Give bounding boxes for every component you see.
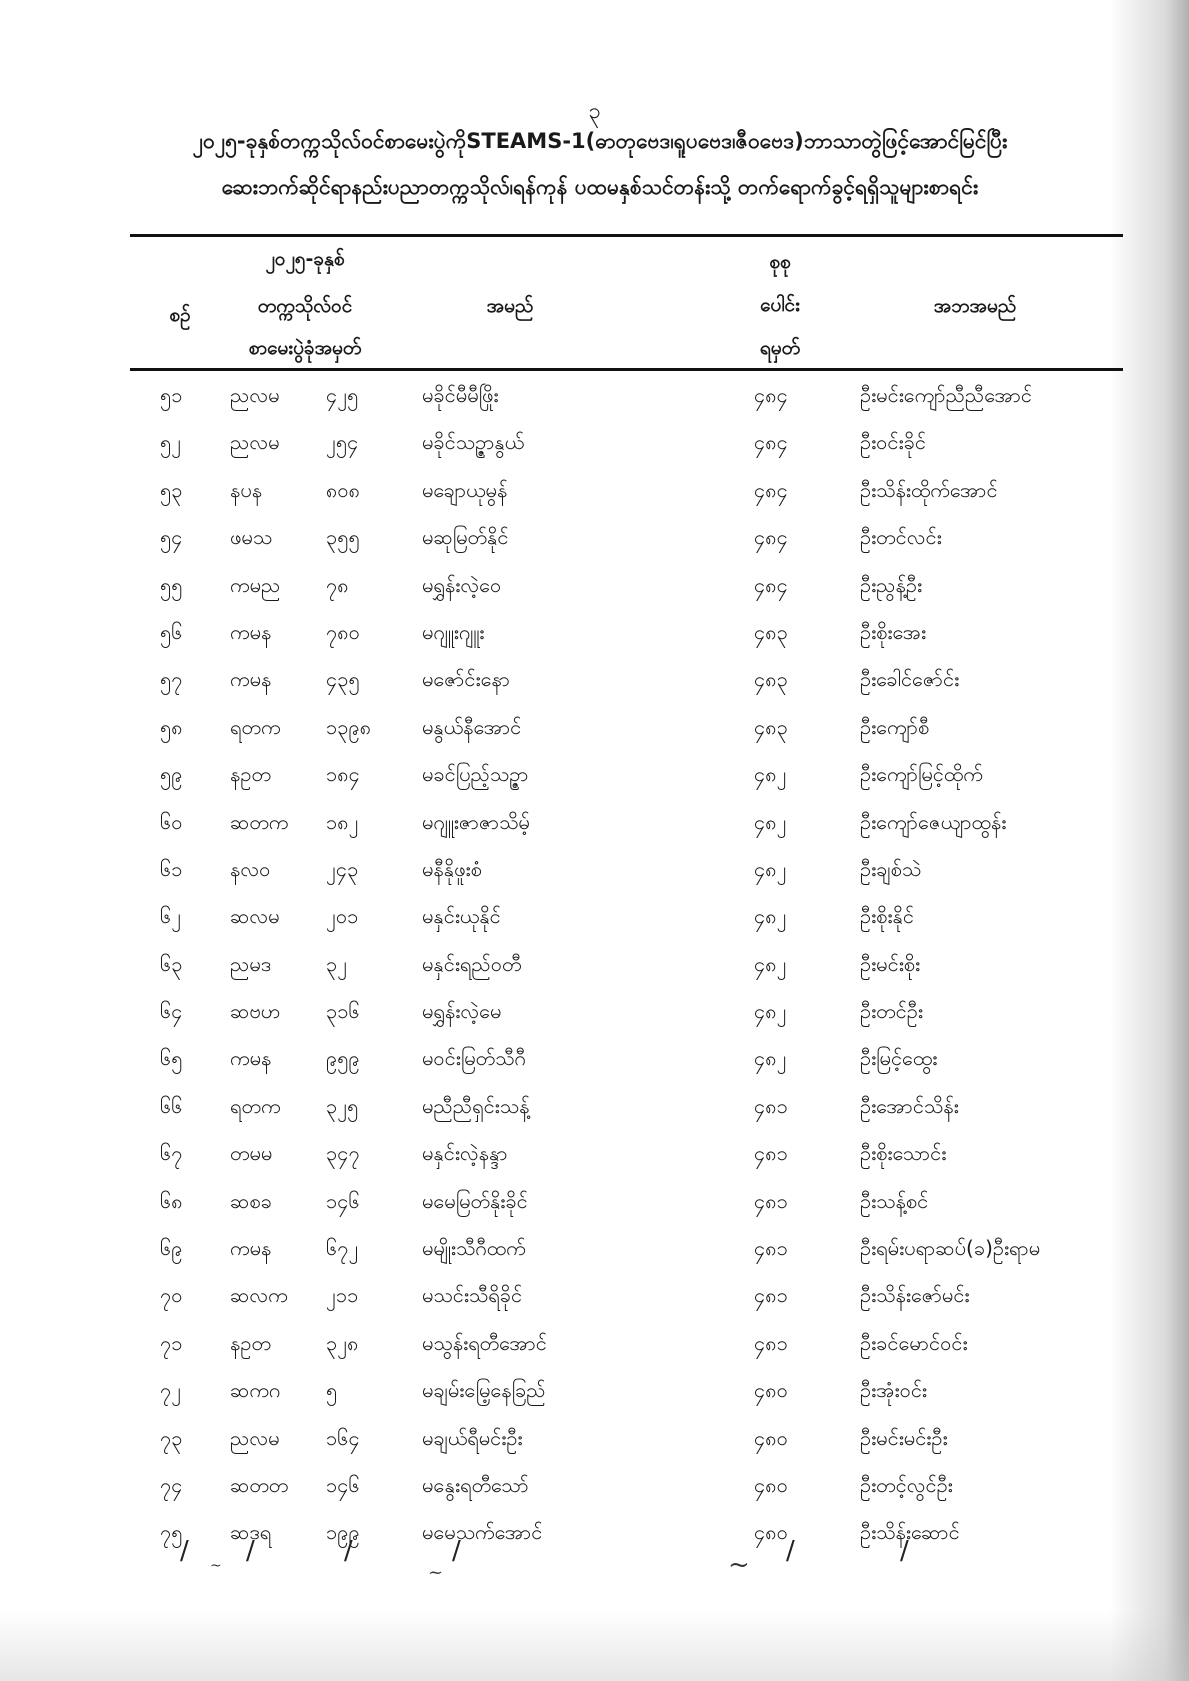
initials-mark: ~ [210,1558,222,1574]
row-serial: ၅၆ [160,619,183,644]
row-name: မသွန်းရတီအောင် [422,1330,547,1355]
row-serial: ၅၁ [160,383,183,407]
row-exam-number: ၃၂၅ [326,1093,359,1118]
row-serial: ၆၂ [160,904,182,929]
row-exam-code: တမမ [230,1141,273,1166]
row-father-name: ဦးချစ်သဲ [860,856,922,881]
row-total-score: ၄၈၂ [754,999,787,1024]
row-exam-number: ၂၄၃ [326,856,359,881]
row-exam-code: နလဝ [230,856,271,881]
row-father-name: ဦးမင်းမင်းဦး [860,1425,948,1450]
table-row [0,1037,1189,1084]
row-exam-code: ကမန [230,1236,272,1261]
row-exam-code: ရတက [230,1093,281,1118]
row-exam-code: ဆလက [230,1283,288,1308]
row-serial: ၆၁ [160,856,183,881]
header-total-line-2: ပေါင်း [760,294,800,316]
table-row [0,943,1189,990]
header-serial: စဉ် [169,304,191,326]
row-serial: ၇၄ [160,1472,183,1497]
row-serial: ၅၂ [160,430,182,455]
row-total-score: ၄၈၄ [754,430,788,455]
row-father-name: ဦးကျော်စီ [860,714,930,739]
row-serial: ၆၀ [160,809,183,834]
row-total-score: ၄၈၄ [754,525,788,550]
row-serial: ၅၉ [160,762,183,787]
row-serial: ၅၃ [160,477,183,502]
row-exam-code: နဥတ [230,762,271,787]
row-total-score: ၄၈၄ [754,477,788,502]
row-total-score: ၄၈၀ [754,1425,788,1450]
table-top-rule [130,234,1123,237]
row-father-name: ဦးတင်လင်း [860,525,942,550]
row-exam-number: ၇၈၀ [326,619,360,644]
table-row [0,516,1189,563]
row-father-name: ဦးကျော်ဇေယျာထွန်း [860,809,1007,834]
row-father-name: ဦးခေါင်ဇော်င်း [860,667,960,692]
row-serial: ၆၄ [160,999,183,1024]
row-father-name: ဦးသန့်စင် [860,1188,929,1213]
row-serial: ၆၆ [160,1093,183,1118]
row-total-score: ၄၈၄ [754,383,788,407]
check-mark: / [786,1536,795,1566]
table-row [0,848,1189,895]
row-exam-number: ၆၇၂ [326,1236,359,1261]
row-exam-code: ကမန [230,667,272,692]
signature-mark: ~ [728,1550,750,1580]
row-exam-number: ၃၂၈ [326,1330,359,1355]
table-row [0,895,1189,942]
row-father-name: ဦးခင်မောင်ဝင်း [860,1330,968,1355]
row-total-score: ၄၈၂ [754,1046,787,1071]
row-father-name: ဦးမင်းကျော်ညီညီအောင် [860,383,1033,407]
table-row [0,990,1189,1037]
row-father-name: ဦးဝင်းခိုင် [860,430,926,455]
row-serial: ၆၉ [160,1236,183,1261]
row-exam-code: ဆတတ [230,1472,289,1497]
header-exam-line-2: တက္ကသိုလ်ဝင် [257,295,353,317]
row-exam-code: ရတက [230,714,281,739]
row-exam-number: ၁၆၄ [326,1425,360,1450]
row-serial: ၇၁ [160,1330,183,1355]
row-father-name: ဦးစိုးသောင်း [860,1141,947,1166]
row-father-name: ဦးစိုးနိုင် [860,904,914,929]
row-name: မနွယ်နီအောင် [422,714,522,739]
row-exam-number: ၃၅၅ [326,525,360,550]
row-name: မနှင်းလဲ့နန္ဒာ [422,1141,508,1166]
row-exam-number: ၃၁၆ [326,999,360,1024]
row-father-name: ဦးတင့်လွင်ဦး [860,1472,953,1497]
table-row [0,1464,1189,1511]
table-row [0,706,1189,753]
row-name: မမျိုးသီဂီထက် [422,1236,526,1261]
row-name: မနှင်းယုနိုင် [422,904,501,929]
table-row [0,1417,1189,1464]
row-name: မဂျူးဇာဇာသိမ့် [422,809,530,834]
row-name: မခိုင်မီမီဖြိုး [422,383,499,407]
row-name: မမေသက်အောင် [422,1520,543,1545]
row-exam-number: ၂၁၁ [326,1283,359,1308]
row-total-score: ၄၈၁ [754,1236,788,1261]
row-name: မရွှန်းလဲ့ဝေ [422,572,502,597]
header-exam-line-3: စာမေးပွဲခုံအမှတ် [248,337,362,359]
row-name: မဆုမြတ်နိုင် [422,525,509,550]
row-name: မနီနိုဖူးစံ [422,856,482,881]
row-total-score: ၄၈၀ [754,1378,788,1403]
row-total-score: ၄၈၃ [754,619,788,644]
row-total-score: ၄၈၂ [754,809,787,834]
row-exam-number: ၂၀၁ [326,904,359,929]
row-father-name: ဦးစိုးအေး [860,619,927,644]
row-father-name: ဦးအောင်သိန်း [860,1093,959,1118]
table-body [0,374,1189,1559]
header-name: အမည် [486,295,534,317]
initials-mark: ~ [428,1562,444,1583]
row-exam-number: ၄၂၅ [326,383,359,407]
table-row [0,374,1189,421]
row-exam-number: ၁၄၆ [326,1188,360,1213]
header-father-name: အဘအမည် [933,295,1017,317]
row-exam-code: ညမဒ [230,951,272,976]
row-father-name: ဦးရမ်းပရာဆပ်(ခ)ဦးရာမ [860,1236,1041,1261]
table-row [0,469,1189,516]
row-serial: ၅၇ [160,667,183,692]
table-row [0,421,1189,468]
row-name: မနှင်းရည်ဝတီ [422,951,522,976]
row-exam-code: ကမန [230,1046,272,1071]
row-serial: ၆၇ [160,1141,183,1166]
row-exam-number: ၃၄၇ [326,1141,360,1166]
row-name: မခင်ပြည့်သဥ္ဇာ [422,762,529,787]
document-title-line-2: ဆေးဘက်ဆိုင်ရာနည်းပညာတက္ကသိုလ်၊ရန်ကုန် ပထမနှစ်သင်တန်းသို့ တက်ရောက်ခွင့်ရရှိသူများစာရင်း [221,175,979,199]
row-name: မချယ်ရီမင်းဦး [422,1425,523,1450]
row-exam-number: ၁၃၉၈ [326,714,372,739]
row-name: မဂျူးဂျူး [422,619,485,644]
header-exam-line-1: ၂၀၂၅-ခုနှစ် [265,248,345,270]
row-total-score: ၄၈၃ [754,667,788,692]
row-exam-code: ဆကဂ [230,1378,281,1403]
row-total-score: ၄၈၁ [754,1188,788,1213]
row-exam-number: ၉၅၉ [326,1046,360,1071]
row-exam-number: ၅ [326,1378,338,1403]
check-mark: / [246,1536,255,1566]
row-total-score: ၄၈၃ [754,714,788,739]
row-father-name: ဦးကျော်မြင့်ထိုက် [860,762,983,787]
row-exam-code: ဆဗဟ [230,999,281,1024]
row-name: မဝင်းမြတ်သီဂီ [422,1046,526,1071]
row-name: မသင်းသီရိခိုင် [422,1283,523,1308]
row-father-name: ဦးအုံးဝင်း [860,1378,928,1403]
row-total-score: ၄၈၂ [754,904,787,929]
row-name: မချမ်းမြေ့နေခြည် [422,1378,546,1403]
row-total-score: ၄၈၂ [754,762,787,787]
row-exam-number: ၂၅၄ [326,430,359,455]
row-total-score: ၄၈၀ [754,1472,788,1497]
row-serial: ၅၈ [160,714,183,739]
row-father-name: ဦးသိန်းဇော်မင်း [860,1283,970,1308]
row-exam-number: ၇၈ [326,572,349,597]
table-row [0,564,1189,611]
row-exam-number: ၁၈၂ [326,809,359,834]
row-father-name: ဦးတင်ဦး [860,999,923,1024]
row-name: မမေမြတ်နိုးခိုင် [422,1188,528,1213]
row-exam-number: ၁၄၆ [326,1472,360,1497]
row-name: မချောယုမွန် [422,477,508,502]
row-father-name: ဦးမြင့်ထွေး [860,1046,938,1071]
row-exam-code: ကမန [230,619,272,644]
row-serial: ၆၃ [160,951,183,976]
row-exam-code: ဆစခ [230,1188,272,1213]
row-total-score: ၄၈၄ [754,572,788,597]
document-title-line-1: ၂၀၂၅-ခုနှစ်တက္ကသိုလ်ဝင်စာမေးပွဲကိုSTEAMS-1(ဓာတုဗေဒ၊ရူပဗေဒ၊ဇီဝဗေဒ)ဘာသာတွဲဖြင့်အောင်မြင်ပြီး [192,129,1008,153]
row-exam-code: ကမည [230,572,281,597]
row-total-score: ၄၈၀ [754,1520,788,1545]
row-total-score: ၄၈၂ [754,856,787,881]
table-row [0,611,1189,658]
header-total-line-1: စုစု [769,251,791,273]
row-exam-code: ညလမ [230,430,280,455]
row-serial: ၅၅ [160,572,183,597]
check-marks-row [0,1536,1189,1596]
row-serial: ၆၅ [160,1046,183,1071]
row-name: မခိုင်သဥ္ဇာနွယ် [422,430,525,455]
table-row [0,1132,1189,1179]
row-name: မဇော်င်းနော [422,667,511,692]
table-row [0,658,1189,705]
row-total-score: ၄၈၁ [754,1330,788,1355]
check-mark: / [180,1536,189,1566]
row-serial: ၇၃ [160,1425,183,1450]
row-name: မညီညီရှင်းသန့် [422,1093,530,1118]
row-serial: ၇၀ [160,1283,183,1308]
table-row [0,1369,1189,1416]
row-exam-code: ဖမသ [230,525,273,550]
row-exam-code: ဆဒရ [230,1520,272,1545]
check-mark: / [900,1536,909,1566]
check-mark: / [344,1536,353,1566]
row-total-score: ၄၈၂ [754,951,787,976]
row-exam-code: နဥတ [230,1330,271,1355]
table-row [0,1227,1189,1274]
row-father-name: ဦးမင်းစိုး [860,951,921,976]
row-father-name: ဦးညွန့်ဦး [860,572,923,597]
row-serial: ၇၂ [160,1378,182,1403]
row-exam-code: ဆလမ [230,904,280,929]
row-exam-number: ၈၀၈ [326,477,361,502]
scan-bottom-shadow [0,1611,1189,1681]
row-serial: ၅၄ [160,525,183,550]
row-exam-code: ညလမ [230,383,280,407]
table-row [0,1085,1189,1132]
row-exam-number: ၁၈၄ [326,762,360,787]
row-exam-code: ညလမ [230,1425,280,1450]
table-row [0,1180,1189,1227]
table-row [0,753,1189,800]
table-header-rule [130,368,1123,371]
row-total-score: ၄၈၁ [754,1141,788,1166]
check-mark: / [452,1536,461,1566]
page-number: ၃ [588,99,601,124]
table-row [0,1322,1189,1369]
row-exam-number: ၄၃၅ [326,667,360,692]
row-total-score: ၄၈၁ [754,1093,788,1118]
row-name: မရွှန်းလဲ့မေ [422,999,502,1024]
row-total-score: ၄၈၁ [754,1283,788,1308]
row-name: မနွေးရတီသော် [422,1472,529,1497]
row-father-name: ဦးသိန်းဆောင် [860,1520,960,1545]
table-row [0,1274,1189,1321]
row-serial: ၆၈ [160,1188,183,1213]
header-total-line-3: ရမှတ် [759,337,801,359]
row-father-name: ဦးသိန်းထိုက်အောင် [860,477,998,502]
table-row [0,801,1189,848]
row-exam-code: နပန [230,477,263,502]
row-exam-number: ၁၉၉ [326,1520,360,1545]
row-exam-code: ဆတက [230,809,289,834]
row-serial: ၇၅ [160,1520,183,1545]
row-exam-number: ၃၂ [326,951,348,976]
